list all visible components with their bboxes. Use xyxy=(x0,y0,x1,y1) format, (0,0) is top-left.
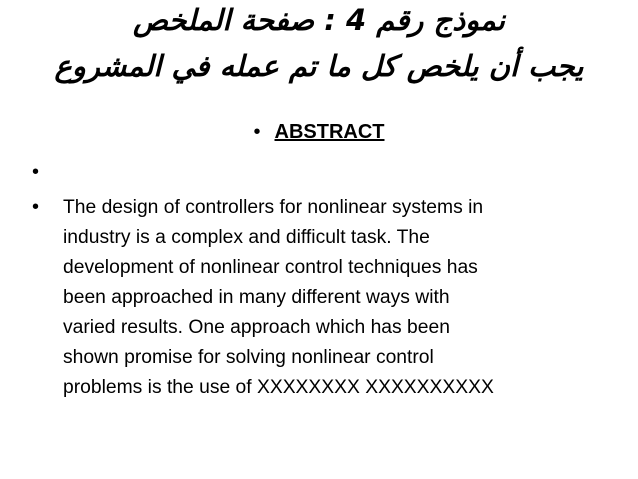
empty-bullet-marker: • xyxy=(32,161,40,183)
body-line-4: been approached in many different ways with xyxy=(63,287,450,308)
abstract-body-text xyxy=(63,193,623,403)
abstract-heading-row xyxy=(0,118,638,146)
bullet-marker: • xyxy=(253,121,261,143)
slide-title-line-2: يجب أن يلخص كل ما تم عمله في المشروع xyxy=(54,49,584,83)
abstract-heading: ABSTRACT xyxy=(274,121,385,143)
body-bullet-marker: • xyxy=(32,196,40,218)
body-line-3: development of nonlinear control techniques has xyxy=(63,257,478,278)
body-line-6: shown promise for solving nonlinear control xyxy=(63,347,434,368)
body-line-1: The design of controllers for nonlinear systems in xyxy=(63,197,484,218)
body-line-7: problems is the use of XXXXXXXX XXXXXXXXXX xyxy=(63,377,494,398)
body-line-2: industry is a complex and difficult task. The xyxy=(63,227,430,248)
body-line-5: varied results. One approach which has been xyxy=(63,317,450,338)
slide-title-line-1: نموذج رقم 4 : صفحة الملخص xyxy=(133,3,505,37)
